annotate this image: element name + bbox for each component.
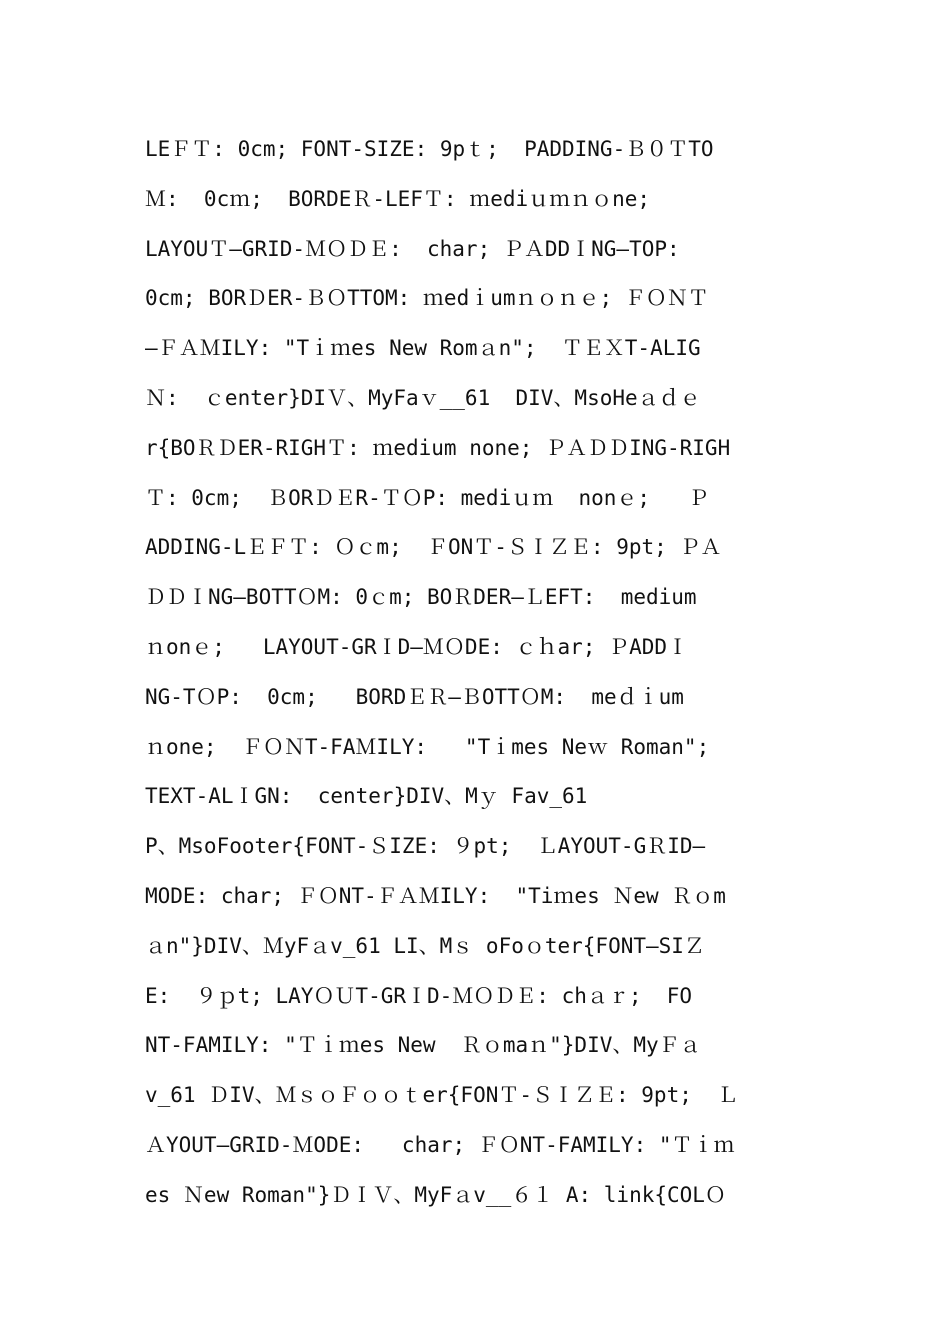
text-line: Ｍ: 0cｍ; BORDEＲ-LEFＴ: ｍediｕｍｎｏne; (145, 186, 651, 211)
text-line: r{BOＲＤER-RIGHＴ: ｍedium none; ＰＡＤＤING-RIGH (145, 435, 731, 460)
text-line: ＡYOUT—GRID-ＭODE: char; ＦＯNT-FAMILY: "Ｔｉｍ (145, 1132, 735, 1157)
text-line: Ｎ: ｃenter}DIＶ、MyFaｖ__61 DIV、MsoHeａｄｅ (145, 385, 701, 410)
text-line: es Ｎew Roman"}ＤＩＶ、MyFａv__６１ A: link{COLＯ (145, 1182, 726, 1207)
text-line: v_61 ＤIV、ＭｓｏＦｏｏｔer{FONＴ-ＳＩＺＥ: 9pt; Ｌ (145, 1083, 739, 1108)
text-line: ｎone; ＦＯＮT-FAＭILY: "Tｉmes Neｗ Roman"; (145, 734, 710, 759)
text-line: MODE: char; ＦＯNT-ＦＡＭILY: "Tiｍes Ｎew Ｒｏm (145, 883, 726, 908)
text-line: P、MsoFooter{FONT-ＳIZE: ９pt; ＬAYOUT-GＲID— (145, 834, 706, 859)
text-line: —ＦＡＭILY: "Tｉｍes New Romａn"; ＴＥＸT-ALIG (145, 336, 701, 361)
text-line: TEXT-ALＩGN: center}DIV、Mｙ Fav_61 (145, 784, 588, 809)
text-line: ADDING-LＥＦＴ: Ｏｃm; ＦONＴ-ＳＩＺＥ: 9pt; ＰＡ (145, 535, 722, 560)
text-line: NG-TＯP: 0cm; BORDＥＲ—ＢOTTＯM: meｄｉum (145, 684, 684, 709)
text-line: E: ９ｐt; LAYＯＵT-GRＩD-ＭＯＤＥ: chａｒ; FO (145, 983, 693, 1008)
text-line: LAYOUＴ—GRID-ＭＯＤＥ: char; ＰＡDDＩNG—TOP: (145, 236, 680, 261)
text-line: Ｔ: 0cm; ＢORＤＥR-ＴＯP: mediｕｍ nonｅ; Ｐ (145, 485, 710, 510)
text-line: NT-FAMILY: "Ｔｉｍes New Ｒｏmaｎ"}DIV、MyＦａ (145, 1033, 701, 1058)
text-line: ａn"}DIV、ＭyFａv_61 LI、Mｓ oFoｏter{FONT—SIＺ (145, 933, 705, 958)
document-body (145, 130, 825, 1226)
text-line: ＤＤＩNG—BOTTＯM: 0ｃm; BOＲDER—ＬEFT: medium (145, 585, 697, 610)
text-line: 0cm; BORＤER-ＢＯTTOM: ｍedｉumｎｏｎｅ; ＦＯＮＴ (145, 286, 709, 311)
text-line: ｎonｅ; LAYOUT-GRＩD—ＭＯDE: ｃｈar; ＰADDＩ (145, 634, 689, 659)
text-line: LEＦＴ: 0cm; FONT-SIZE: 9pｔ; PADDING-Ｂ０ＴTO (145, 137, 714, 161)
